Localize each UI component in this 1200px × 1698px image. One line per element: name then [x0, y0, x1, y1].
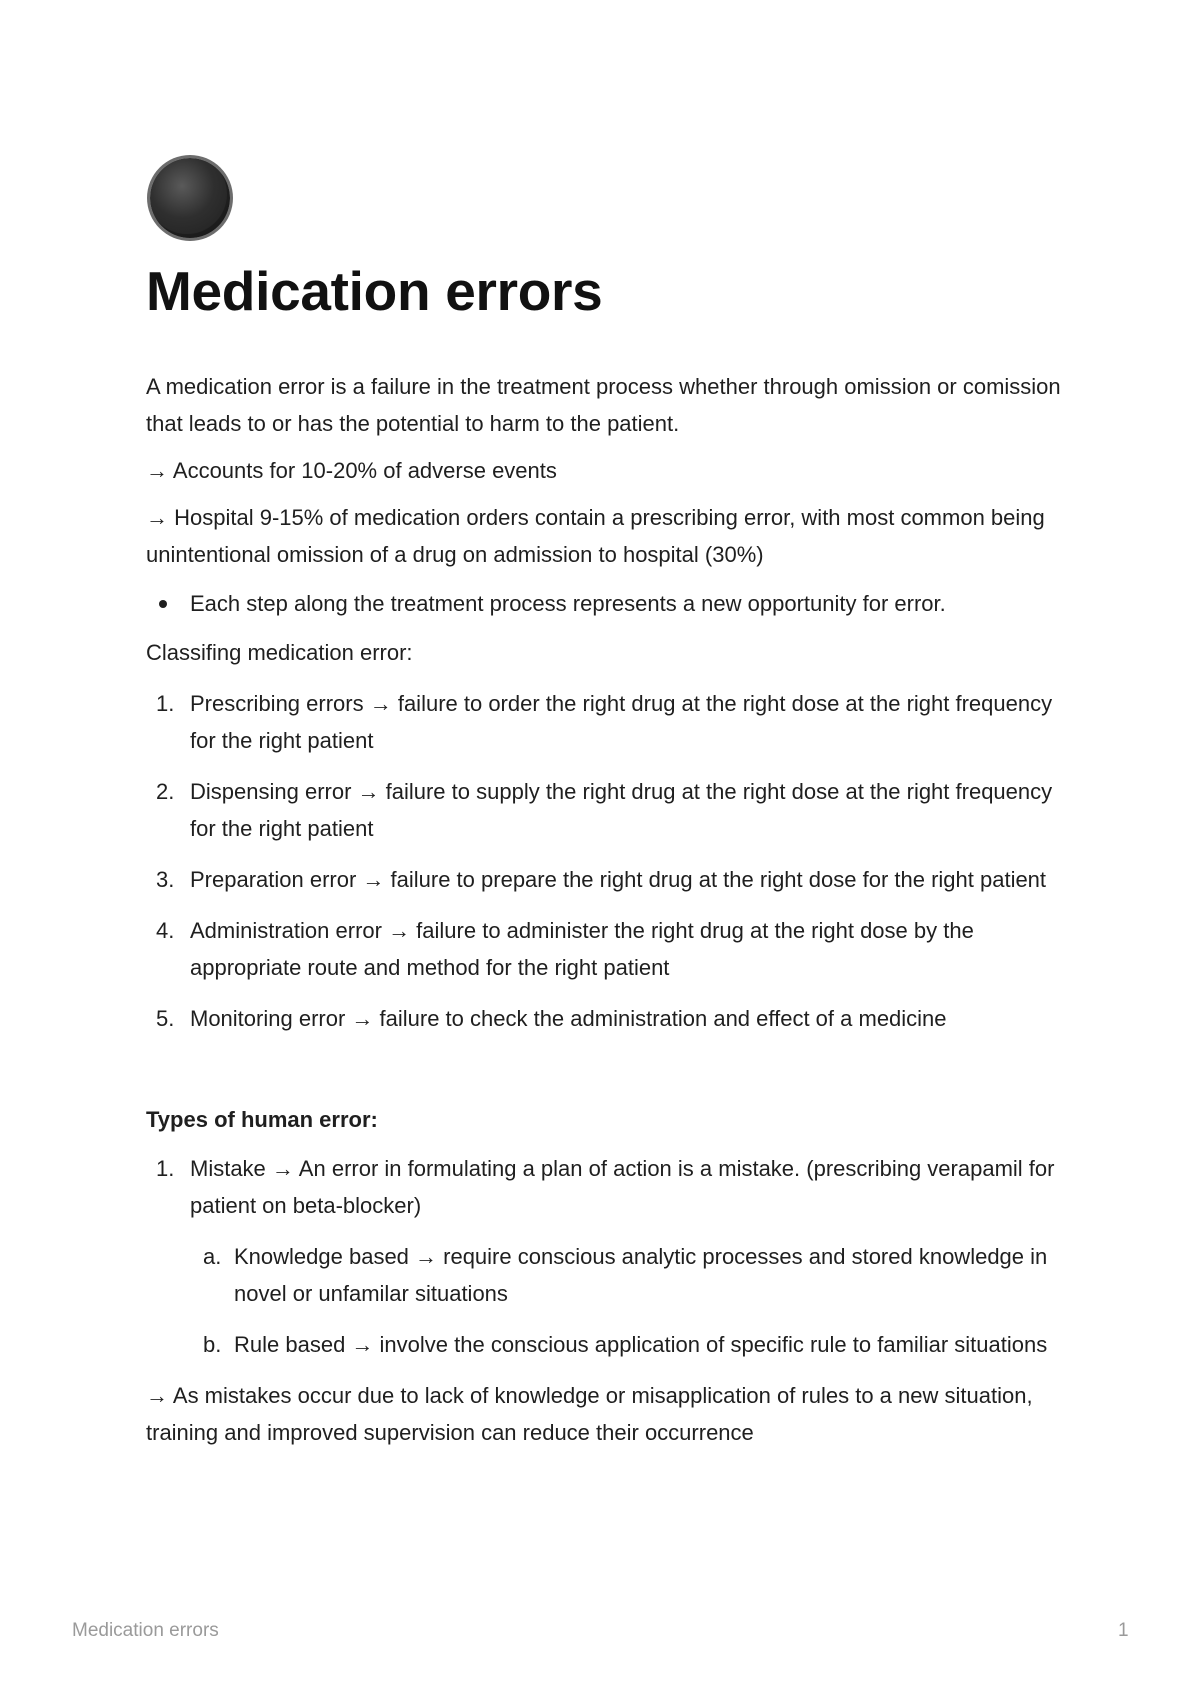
classify-heading: Classifing medication error:	[146, 640, 413, 665]
page-title: Medication errors	[146, 260, 603, 322]
classify-list	[146, 685, 1066, 1037]
list-number: 5.	[156, 1006, 175, 1031]
bullet-item	[146, 585, 1066, 622]
intro-paragraph: A medication error is a failure in the treatment process whether through omission or comission that leads to or has the potential to harm to the patient.	[146, 374, 1061, 436]
list-number: 3.	[156, 867, 175, 892]
arrow-line-hospital-orders: → Hospital 9-15% of medication orders contain a prescribing error, with most common being unintentional omission of a drug on admission to hospital (30%)	[146, 505, 1045, 567]
page-content	[146, 158, 1066, 1451]
types-list	[146, 1150, 1066, 1363]
list-item-text: Administration error → failure to administer the right drug at the right dose by the appropriate route and method for the right patient	[190, 918, 974, 980]
list-item-text: Dispensing error → failure to supply the right drug at the right dose at the right frequency for the right patient	[190, 779, 1053, 841]
list-item	[146, 861, 1066, 898]
sublist-item	[190, 1238, 1066, 1312]
bullet-list	[146, 585, 1066, 622]
sublist-letter: b.	[203, 1332, 222, 1357]
black-circle-icon	[150, 158, 230, 238]
list-item-text: Preparation error → failure to prepare the right drug at the right dose for the right patient	[190, 867, 1047, 892]
list-item-text: Mistake → An error in formulating a plan of action is a mistake. (prescribing verapamil for patient on beta-blocker)	[190, 1156, 1055, 1218]
list-number: 2.	[156, 779, 175, 804]
sublist-item-text: Knowledge based → require conscious analytic processes and stored knowledge in novel or unfamilar situations	[234, 1244, 1048, 1306]
list-item-text: Monitoring error → failure to check the administration and effect of a medicine	[190, 1006, 947, 1031]
types-heading: Types of human error:	[146, 1107, 378, 1132]
arrow-line-adverse-events: → Accounts for 10-20% of adverse events	[146, 458, 557, 483]
footer-document-title: Medication errors	[72, 1620, 219, 1641]
list-number: 1.	[156, 691, 175, 716]
bullet-dot-icon	[159, 600, 167, 608]
list-item	[146, 773, 1066, 847]
sublist-letter: a.	[203, 1244, 222, 1269]
footer-page-number: 1	[1118, 1620, 1129, 1641]
bullet-text: Each step along the treatment process represents a new opportunity for error.	[190, 591, 946, 616]
list-item	[146, 1000, 1066, 1037]
list-item	[146, 1150, 1066, 1363]
types-sublist	[190, 1238, 1066, 1363]
list-item-text: Prescribing errors → failure to order the right drug at the right dose at the right frequency for the right patient	[190, 691, 1053, 753]
sublist-item	[190, 1326, 1066, 1363]
list-number: 1.	[156, 1156, 175, 1181]
sublist-item-text: Rule based → involve the conscious application of specific rule to familiar situations	[234, 1332, 1048, 1357]
final-arrow-line: → As mistakes occur due to lack of knowledge or misapplication of rules to a new situation, training and improved supervision can reduce their occurrence	[146, 1383, 1033, 1445]
list-item	[146, 685, 1066, 759]
list-number: 4.	[156, 918, 175, 943]
list-item	[146, 912, 1066, 986]
